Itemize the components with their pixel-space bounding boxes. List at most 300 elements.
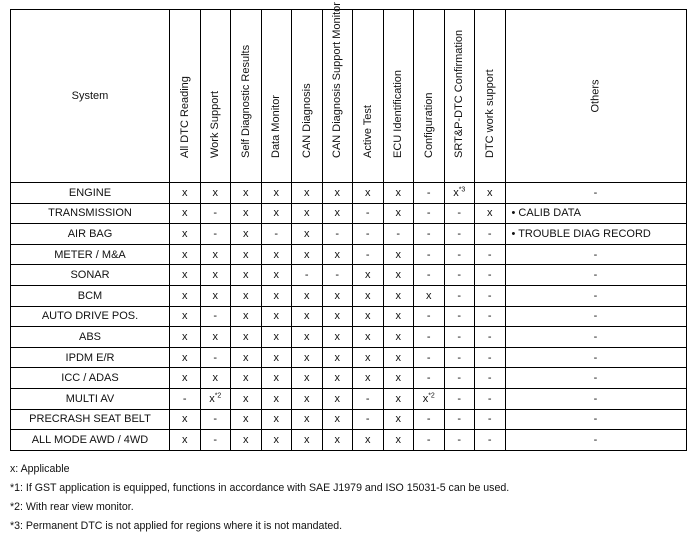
function-support-cell [444, 244, 475, 265]
function-support-cell [292, 368, 323, 389]
support-mark: x [334, 433, 340, 446]
function-support-cell [292, 327, 323, 348]
support-mark: x [304, 433, 310, 446]
others-cell: - [505, 430, 686, 451]
support-mark: x [365, 289, 371, 302]
function-support-cell [383, 368, 414, 389]
function-support-cell [475, 183, 506, 204]
support-mark: - [426, 433, 431, 446]
support-mark: - [426, 413, 431, 426]
function-support-cell [200, 265, 231, 286]
support-mark: x [334, 207, 340, 220]
function-support-cell [383, 183, 414, 204]
function-support-cell [383, 285, 414, 306]
function-support-cell [261, 183, 292, 204]
function-column-header [444, 10, 475, 183]
function-support-cell [475, 409, 506, 430]
function-column-header [231, 10, 262, 183]
system-column-header: System [11, 10, 170, 183]
function-support-cell [231, 203, 262, 224]
support-mark: x [304, 186, 310, 199]
support-mark: x [182, 248, 188, 261]
function-support-cell [261, 285, 292, 306]
support-mark: x [243, 372, 249, 385]
function-support-cell [231, 183, 262, 204]
function-support-cell [353, 368, 384, 389]
support-mark: x [243, 413, 249, 426]
support-mark: x [182, 433, 188, 446]
function-support-cell [261, 203, 292, 224]
function-support-cell [383, 430, 414, 451]
function-support-cell [414, 327, 445, 348]
support-mark: - [457, 433, 462, 446]
function-support-cell [353, 183, 384, 204]
support-mark: - [365, 248, 370, 261]
function-support-cell [444, 430, 475, 451]
function-support-cell [261, 244, 292, 265]
support-mark: - [365, 207, 370, 220]
function-support-cell [292, 347, 323, 368]
others-cell: - [505, 183, 686, 204]
support-mark: - [487, 413, 492, 426]
support-mark: - [426, 351, 431, 364]
function-support-cell [200, 285, 231, 306]
function-column-header [200, 10, 231, 183]
function-support-cell [200, 224, 231, 245]
others-cell: - [505, 244, 686, 265]
support-mark: x [304, 207, 310, 220]
support-mark: - [457, 413, 462, 426]
others-cell: - [505, 347, 686, 368]
function-support-cell [414, 183, 445, 204]
function-support-cell [322, 368, 353, 389]
support-mark: - [182, 392, 187, 405]
function-support-cell [200, 347, 231, 368]
function-support-cell [414, 244, 445, 265]
function-support-cell [444, 347, 475, 368]
support-mark: x [182, 351, 188, 364]
support-mark: x [365, 269, 371, 282]
function-column-label: ECU Identification [392, 69, 405, 158]
function-support-cell [200, 183, 231, 204]
function-support-cell [292, 244, 323, 265]
function-column-label: Data Monitor [270, 95, 283, 158]
support-mark: x [182, 310, 188, 323]
others-cell: • TROUBLE DIAG RECORD [505, 224, 686, 245]
function-column-label: Configuration [422, 92, 435, 158]
support-mark: x [209, 392, 215, 405]
system-name-cell: AUTO DRIVE POS. [11, 306, 170, 327]
function-support-cell [231, 368, 262, 389]
function-column-header [322, 2, 353, 183]
support-mark: - [426, 310, 431, 323]
function-support-cell [322, 306, 353, 327]
support-mark: - [365, 392, 370, 405]
function-support-cell [200, 203, 231, 224]
system-name-cell: ABS [11, 327, 170, 348]
table-row [11, 285, 687, 306]
function-support-cell [353, 430, 384, 451]
function-column-label: Work Support [209, 90, 222, 158]
support-mark: x [182, 269, 188, 282]
support-mark: x [243, 227, 249, 240]
function-support-cell [322, 409, 353, 430]
function-support-cell [353, 327, 384, 348]
others-cell: - [505, 327, 686, 348]
table-row [11, 327, 687, 348]
support-mark: x [304, 248, 310, 261]
support-mark: x [334, 413, 340, 426]
function-support-cell [383, 327, 414, 348]
function-support-cell [322, 224, 353, 245]
function-support-cell [322, 327, 353, 348]
support-mark: - [487, 392, 492, 405]
function-support-cell [444, 183, 475, 204]
support-mark: x [304, 392, 310, 405]
function-support-cell [383, 244, 414, 265]
support-mark: x [334, 392, 340, 405]
function-column-header [383, 10, 414, 183]
support-mark: x [212, 186, 218, 199]
function-support-cell [261, 409, 292, 430]
function-support-cell [261, 347, 292, 368]
support-mark: x [273, 330, 279, 343]
system-name-cell: IPDM E/R [11, 347, 170, 368]
function-support-cell [170, 327, 201, 348]
support-mark: x [243, 186, 249, 199]
support-mark: x [395, 351, 401, 364]
table-row [11, 430, 687, 451]
function-support-cell [322, 244, 353, 265]
support-mark: x [365, 310, 371, 323]
function-support-cell [170, 285, 201, 306]
footnotes [10, 460, 509, 536]
support-mark: x [334, 186, 340, 199]
function-support-cell [261, 265, 292, 286]
support-mark: - [457, 372, 462, 385]
system-name-cell: BCM [11, 285, 170, 306]
system-name-cell: ALL MODE AWD / 4WD [11, 430, 170, 451]
support-mark: - [213, 310, 218, 323]
function-support-cell [475, 347, 506, 368]
function-support-cell [292, 409, 323, 430]
others-cell: - [505, 388, 686, 409]
function-column-label: CAN Diagnosis [300, 83, 313, 158]
support-mark: x [273, 310, 279, 323]
support-mark: x [395, 289, 401, 302]
function-support-cell [475, 306, 506, 327]
function-support-cell [292, 306, 323, 327]
table-row [11, 368, 687, 389]
function-support-cell [383, 265, 414, 286]
function-support-cell [475, 430, 506, 451]
others-cell: - [505, 368, 686, 389]
function-support-cell [475, 203, 506, 224]
function-support-cell [444, 409, 475, 430]
support-mark: x [334, 289, 340, 302]
support-mark: - [335, 269, 340, 282]
function-support-cell [200, 244, 231, 265]
support-mark: - [426, 227, 431, 240]
function-support-cell [475, 285, 506, 306]
support-mark: x [426, 289, 432, 302]
function-support-cell [200, 409, 231, 430]
support-mark: x [243, 289, 249, 302]
others-cell: • CALIB DATA [505, 203, 686, 224]
support-mark: x [182, 330, 188, 343]
support-mark: x [304, 330, 310, 343]
support-mark: x [365, 351, 371, 364]
support-mark: - [457, 269, 462, 282]
system-name-cell: ICC / ADAS [11, 368, 170, 389]
support-mark: x [243, 330, 249, 343]
support-mark: - [487, 330, 492, 343]
support-mark: - [457, 310, 462, 323]
function-column-header [170, 10, 201, 183]
support-mark: - [426, 372, 431, 385]
support-mark: x [212, 269, 218, 282]
support-mark: x [304, 289, 310, 302]
function-support-cell [414, 409, 445, 430]
others-cell: - [505, 265, 686, 286]
function-support-cell [231, 224, 262, 245]
support-mark: - [487, 269, 492, 282]
function-support-cell [261, 224, 292, 245]
function-support-cell [292, 388, 323, 409]
function-support-cell [414, 388, 445, 409]
others-column-header [505, 10, 686, 183]
function-support-cell [353, 203, 384, 224]
support-mark: - [426, 269, 431, 282]
support-mark: - [487, 248, 492, 261]
function-support-cell [414, 430, 445, 451]
support-mark: x [243, 392, 249, 405]
function-support-cell [170, 224, 201, 245]
support-mark: x [273, 433, 279, 446]
support-mark: x [395, 207, 401, 220]
function-support-cell [261, 388, 292, 409]
support-mark: - [365, 413, 370, 426]
support-mark: - [426, 186, 431, 199]
function-support-cell [353, 244, 384, 265]
others-cell: - [505, 285, 686, 306]
function-support-cell [231, 388, 262, 409]
function-support-cell [292, 285, 323, 306]
function-support-cell [200, 430, 231, 451]
function-support-cell [170, 203, 201, 224]
function-support-cell [353, 347, 384, 368]
support-mark: - [487, 227, 492, 240]
function-support-cell [231, 409, 262, 430]
support-mark: x [243, 207, 249, 220]
support-mark: x [395, 310, 401, 323]
footnote-ref: *3 [458, 186, 466, 194]
function-support-cell [414, 203, 445, 224]
function-support-cell [322, 430, 353, 451]
support-mark: x [395, 413, 401, 426]
function-support-cell [170, 430, 201, 451]
support-mark: x [212, 289, 218, 302]
support-mark: x [243, 351, 249, 364]
support-mark: - [487, 310, 492, 323]
support-mark: x [395, 248, 401, 261]
support-mark: x [273, 186, 279, 199]
function-support-cell [261, 327, 292, 348]
support-mark: x [243, 248, 249, 261]
function-column-header [292, 10, 323, 183]
support-mark: x [395, 392, 401, 405]
system-name-cell: AIR BAG [11, 224, 170, 245]
system-name-cell: METER / M&A [11, 244, 170, 265]
support-mark: x [182, 227, 188, 240]
function-support-cell [444, 265, 475, 286]
function-support-cell [444, 224, 475, 245]
function-support-cell [200, 388, 231, 409]
support-mark: x [273, 207, 279, 220]
support-mark: - [213, 433, 218, 446]
support-mark: - [426, 248, 431, 261]
function-support-cell [170, 265, 201, 286]
function-support-cell [353, 224, 384, 245]
support-mark: - [457, 351, 462, 364]
function-support-cell [322, 388, 353, 409]
table-row [11, 347, 687, 368]
function-support-cell [231, 306, 262, 327]
table-row [11, 265, 687, 286]
table-row [11, 306, 687, 327]
support-mark: x [182, 372, 188, 385]
function-support-cell [170, 183, 201, 204]
support-mark: x [334, 330, 340, 343]
support-mark: x [304, 310, 310, 323]
support-mark: - [487, 289, 492, 302]
support-mark: x [422, 392, 429, 405]
support-mark: x [304, 372, 310, 385]
support-mark: - [213, 207, 218, 220]
support-mark: x [395, 269, 401, 282]
support-mark: x [243, 433, 249, 446]
function-support-cell [170, 244, 201, 265]
function-support-cell [322, 347, 353, 368]
others-column-label: Others [589, 79, 602, 113]
function-support-cell [170, 409, 201, 430]
function-support-cell [475, 388, 506, 409]
support-mark: x [212, 372, 218, 385]
system-name-cell: PRECRASH SEAT BELT [11, 409, 170, 430]
support-mark: x [334, 310, 340, 323]
support-mark: x [453, 186, 459, 199]
function-support-cell [414, 265, 445, 286]
footnote-line: *1: If GST application is equipped, functions in accordance with SAE J1979 and ISO 15031-5 can be used. [10, 482, 510, 494]
table-row [11, 388, 687, 409]
function-column-header [414, 10, 445, 183]
function-column-label: DTC work support [483, 69, 496, 158]
support-mark: x [243, 310, 249, 323]
function-support-cell [292, 265, 323, 286]
support-mark: - [304, 269, 309, 282]
support-mark: - [396, 227, 401, 240]
function-support-cell [170, 388, 201, 409]
footnote-ref: *2 [214, 392, 222, 400]
function-support-cell [383, 224, 414, 245]
support-mark: x [395, 186, 401, 199]
function-support-cell [170, 306, 201, 327]
function-support-cell [200, 327, 231, 348]
support-mark: x [273, 289, 279, 302]
support-mark: x [334, 248, 340, 261]
table-row [11, 183, 687, 204]
table-row [11, 203, 687, 224]
support-mark: x [212, 330, 218, 343]
system-name-cell: SONAR [11, 265, 170, 286]
header-row [11, 10, 687, 183]
support-mark: - [213, 413, 218, 426]
support-mark: - [365, 227, 370, 240]
support-mark: x [395, 372, 401, 385]
support-mark: x [487, 207, 493, 220]
function-support-cell [444, 285, 475, 306]
function-support-cell [200, 306, 231, 327]
support-mark: - [457, 207, 462, 220]
diagnosis-function-table [10, 2, 687, 451]
function-column-label: Self Diagnostic Results [239, 44, 252, 158]
function-support-cell [292, 430, 323, 451]
support-mark: x [273, 392, 279, 405]
function-column-header [353, 10, 384, 183]
system-name-cell: TRANSMISSION [11, 203, 170, 224]
support-mark: - [274, 227, 279, 240]
support-mark: - [487, 372, 492, 385]
support-mark: x [273, 351, 279, 364]
support-mark: x [365, 186, 371, 199]
function-support-cell [383, 203, 414, 224]
function-support-cell [170, 347, 201, 368]
function-support-cell [231, 347, 262, 368]
support-mark: x [334, 351, 340, 364]
function-support-cell [383, 306, 414, 327]
function-support-cell [322, 183, 353, 204]
footnote-line: *2: With rear view monitor. [10, 501, 134, 513]
function-support-cell [261, 430, 292, 451]
function-support-cell [414, 224, 445, 245]
function-support-cell [475, 327, 506, 348]
function-support-cell [475, 265, 506, 286]
support-mark: - [426, 207, 431, 220]
function-support-cell [475, 368, 506, 389]
support-mark: x [365, 330, 371, 343]
system-name-cell: ENGINE [11, 183, 170, 204]
support-mark: x [334, 372, 340, 385]
table-row [11, 244, 687, 265]
support-mark: x [273, 413, 279, 426]
table-body [11, 183, 687, 451]
function-support-cell [444, 203, 475, 224]
function-support-cell [231, 244, 262, 265]
support-mark: x [304, 413, 310, 426]
support-mark: x [487, 186, 493, 199]
function-support-cell [170, 368, 201, 389]
support-mark: x [365, 433, 371, 446]
function-support-cell [383, 409, 414, 430]
support-mark: x [395, 433, 401, 446]
function-support-cell [231, 327, 262, 348]
function-support-cell [475, 244, 506, 265]
function-support-cell [444, 368, 475, 389]
function-support-cell [200, 368, 231, 389]
support-mark: x [273, 248, 279, 261]
function-column-header [475, 10, 506, 183]
function-support-cell [353, 388, 384, 409]
